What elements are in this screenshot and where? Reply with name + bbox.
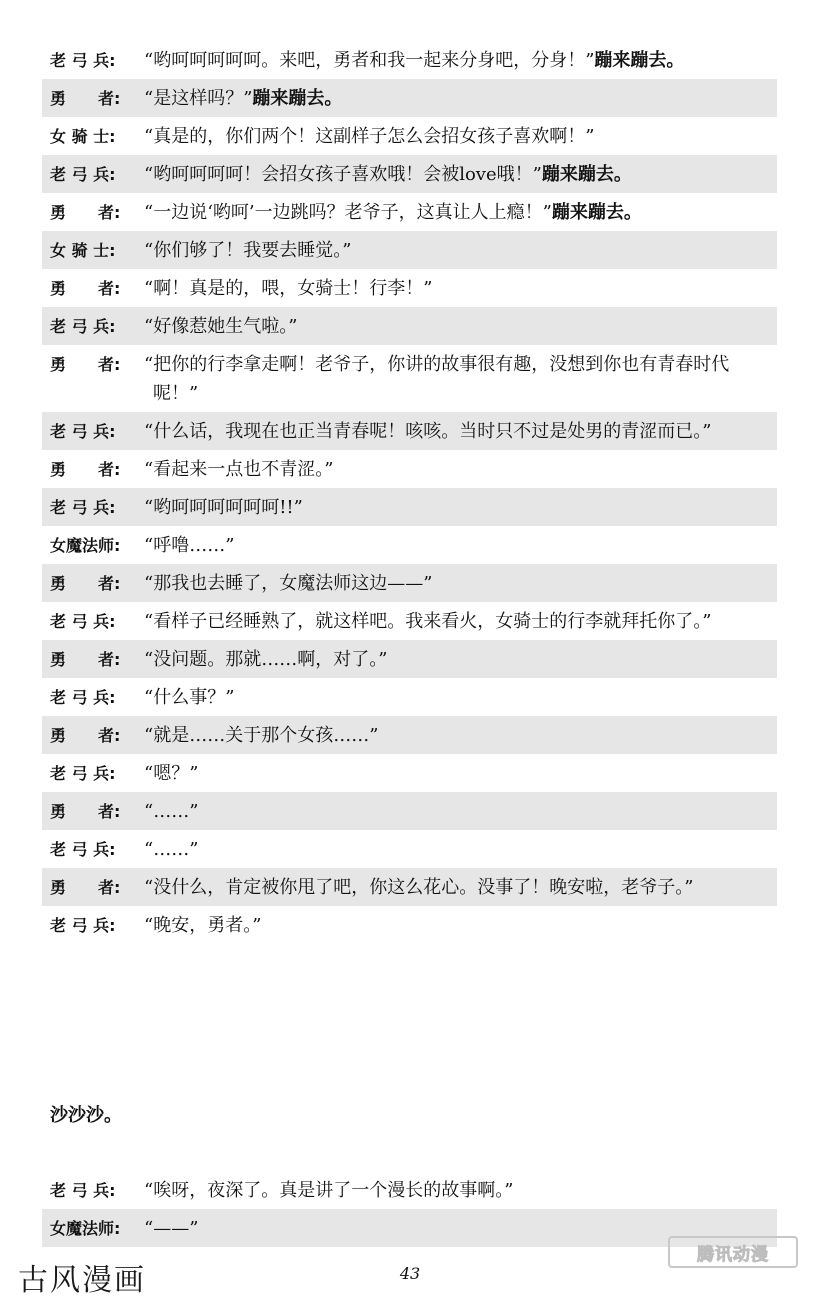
- dialogue-row: [42, 640, 777, 678]
- dialogue-row: [42, 117, 777, 155]
- dialogue-row: [42, 307, 777, 345]
- speaker-label: 勇 者:: [50, 802, 121, 821]
- dialogue-row: [42, 526, 777, 564]
- dialogue-text: [144, 160, 777, 189]
- speaker-label: 勇 者:: [50, 460, 121, 479]
- spoken-line: “什么话，我现在也正当青春呢！咳咳。当时只不过是处男的青涩而已。”: [144, 421, 712, 442]
- spoken-line: “一边说‘哟呵’一边跳吗？老爷子，这真让人上瘾！”: [144, 202, 552, 223]
- dialogue-text: [144, 645, 777, 674]
- dialogue-row: [42, 450, 777, 488]
- dialogue-text: [144, 417, 777, 446]
- dialogue-row: [42, 602, 777, 640]
- dialogue-row: [42, 830, 777, 868]
- spoken-line: “就是……关于那个女孩……”: [144, 725, 379, 746]
- stage-action: 蹦来蹦去。: [551, 202, 642, 223]
- stage-action: 蹦来蹦去。: [252, 88, 343, 109]
- spoken-line: “没问题。那就……啊，对了。”: [144, 649, 388, 670]
- speaker-label: 老 弓 兵:: [50, 916, 116, 935]
- speaker-label: 老 弓 兵:: [50, 764, 116, 783]
- spoken-line: “……”: [144, 839, 199, 860]
- spoken-line: “看起来一点也不青涩。”: [144, 459, 334, 480]
- dialogue-row: [42, 155, 777, 193]
- spoken-line: “把你的行李拿走啊！老爷子，你讲的故事很有趣，没想到你也有青春时代呢！”: [144, 354, 730, 404]
- spoken-line: “啊！真是的，喂，女骑士！行李！”: [144, 278, 433, 299]
- dialogue-text: [144, 455, 777, 484]
- dialogue-row: [42, 193, 777, 231]
- dialogue-row: [42, 79, 777, 117]
- brand-logo-text: 古风漫画: [18, 1263, 146, 1298]
- speaker-label: 勇 者:: [50, 878, 121, 897]
- speaker-label: 老 弓 兵:: [50, 1181, 116, 1200]
- spoken-line: “真是的，你们两个！这副样子怎么会招女孩子喜欢啊！”: [144, 126, 595, 147]
- dialogue-text: [144, 312, 777, 341]
- spoken-line: “没什么，肯定被你甩了吧，你这么花心。没事了！晚安啦，老爷子。”: [144, 877, 694, 898]
- stage-action: 蹦来蹦去。: [541, 164, 632, 185]
- spoken-line: “你们够了！我要去睡觉。”: [144, 240, 352, 261]
- speaker-label: 勇 者:: [50, 574, 121, 593]
- spoken-line: “晚安，勇者。”: [144, 915, 262, 936]
- dialogue-row: [42, 868, 777, 906]
- speaker-label: 女魔法师:: [50, 1219, 121, 1238]
- dialogue-row: [42, 345, 777, 412]
- dialogue-text: [144, 350, 777, 408]
- spoken-line: “呼噜……”: [144, 535, 235, 556]
- dialogue-row: [42, 488, 777, 526]
- speaker-label: 勇 者:: [50, 355, 121, 374]
- speaker-label: 勇 者:: [50, 279, 121, 298]
- dialogue-text: [144, 531, 777, 560]
- speaker-label: 勇 者:: [50, 726, 121, 745]
- speaker-label: 老 弓 兵:: [50, 165, 116, 184]
- dialogue-row: [42, 1209, 777, 1247]
- page-number: 43: [399, 1264, 421, 1283]
- dialogue-text: [144, 607, 777, 636]
- dialogue-text: [144, 274, 777, 303]
- dialogue-text: [144, 236, 777, 265]
- dialogue-text: [144, 759, 777, 788]
- speaker-label: 老 弓 兵:: [50, 840, 116, 859]
- narration-line: 沙沙沙。: [50, 1105, 122, 1126]
- speaker-label: 女魔法师:: [50, 536, 121, 555]
- dialogue-text: [144, 911, 777, 940]
- dialogue-text: [144, 721, 777, 750]
- speaker-label: 老 弓 兵:: [50, 422, 116, 441]
- dialogue-row: [42, 564, 777, 602]
- spoken-line: “哟呵呵呵呵呵呵!!”: [144, 497, 303, 518]
- dialogue-text: [144, 493, 777, 522]
- watermark-logo: 腾讯动漫: [668, 1236, 798, 1268]
- dialogue-row: [42, 792, 777, 830]
- speaker-label: 老 弓 兵:: [50, 688, 116, 707]
- spoken-line: “是这样吗？”: [144, 88, 253, 109]
- spoken-line: “嗯？”: [144, 763, 199, 784]
- dialogue-text: [144, 797, 777, 826]
- dialogue-row: [42, 231, 777, 269]
- dialogue-text: [144, 46, 777, 75]
- spoken-line: “看样子已经睡熟了，就这样吧。我来看火，女骑士的行李就拜托你了。”: [144, 611, 712, 632]
- speaker-label: 勇 者:: [50, 650, 121, 669]
- spoken-line: “那我也去睡了，女魔法师这边——”: [144, 573, 433, 594]
- dialogue-text: [144, 122, 777, 151]
- spoken-line: “好像惹她生气啦。”: [144, 316, 298, 337]
- speaker-label: 勇 者:: [50, 89, 121, 108]
- dialogue-row: [42, 269, 777, 307]
- dialogue-list: [42, 41, 777, 944]
- speaker-label: 老 弓 兵:: [50, 51, 116, 70]
- speaker-label: 老 弓 兵:: [50, 498, 116, 517]
- dialogue-row: [42, 906, 777, 944]
- spoken-line: “……”: [144, 801, 199, 822]
- speaker-label: 老 弓 兵:: [50, 612, 116, 631]
- dialogue-row: [42, 716, 777, 754]
- dialogue-row: [42, 678, 777, 716]
- dialogue-text: [144, 198, 777, 227]
- dialogue-row: [42, 754, 777, 792]
- dialogue-row: [42, 1171, 777, 1209]
- dialogue-row: [42, 412, 777, 450]
- spoken-line: “哟呵呵呵呵！会招女孩子喜欢哦！会被love哦！”: [144, 164, 542, 185]
- spoken-line: “唉呀，夜深了。真是讲了一个漫长的故事啊。”: [144, 1180, 514, 1201]
- speaker-label: 女 骑 士:: [50, 241, 116, 260]
- dialogue-list-continued: [42, 1171, 777, 1247]
- dialogue-text: [144, 835, 777, 864]
- speaker-label: 女 骑 士:: [50, 127, 116, 146]
- stage-action: 蹦来蹦去。: [594, 50, 685, 71]
- dialogue-text: [144, 569, 777, 598]
- spoken-line: “哟呵呵呵呵呵。来吧，勇者和我一起来分身吧，分身！”: [144, 50, 595, 71]
- dialogue-text: [144, 683, 777, 712]
- dialogue-row: [42, 41, 777, 79]
- dialogue-text: [144, 873, 777, 902]
- spoken-line: “——”: [144, 1218, 199, 1239]
- dialogue-text: [144, 1176, 777, 1205]
- speaker-label: 勇 者:: [50, 203, 121, 222]
- dialogue-text: [144, 84, 777, 113]
- speaker-label: 老 弓 兵:: [50, 317, 116, 336]
- spoken-line: “什么事？”: [144, 687, 235, 708]
